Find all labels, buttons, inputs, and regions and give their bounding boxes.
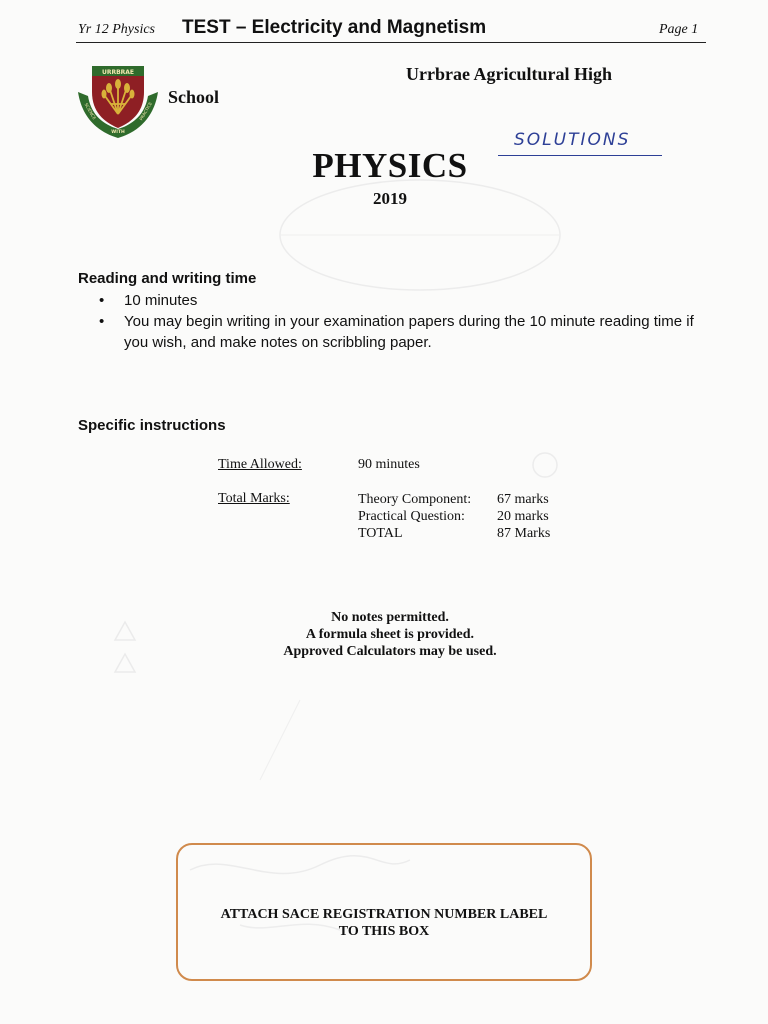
sace-label-instructions: [176, 906, 592, 940]
crest-text-right: PRACTICE: [138, 101, 153, 122]
list-item: [96, 290, 696, 311]
reading-time-list: [96, 290, 696, 353]
time-allowed-label: Time Allowed:: [218, 457, 302, 472]
school-name-line2: School: [168, 87, 220, 107]
crest-text-left: SCIENCE: [83, 102, 98, 121]
mark-value: 20 marks: [497, 509, 549, 524]
table-row: [358, 491, 550, 508]
school-crest-icon: [76, 62, 160, 140]
bullet-icon: •: [99, 313, 105, 330]
header-page-number: Page 1: [659, 22, 699, 37]
handwritten-solutions-note: SOLUTIONS: [514, 130, 631, 150]
header-title: TEST – Electricity and Magnetism: [182, 17, 487, 38]
crest-text-top: URRBRAE: [101, 69, 135, 76]
table-row: [358, 508, 550, 525]
bullet-icon: •: [99, 292, 105, 309]
note-line: Approved Calculators may be used.: [283, 644, 497, 659]
list-item: [96, 311, 696, 353]
sace-line: TO THIS BOX: [338, 924, 430, 939]
reading-time-heading: Reading and writing time: [78, 270, 257, 287]
subject-title: PHYSICS: [312, 146, 468, 185]
time-allowed-value: 90 minutes: [358, 457, 420, 472]
note-line: A formula sheet is provided.: [305, 627, 475, 642]
header-course: Yr 12 Physics: [78, 22, 155, 37]
marks-breakdown-table: [358, 491, 550, 542]
table-row: [358, 525, 550, 542]
mark-value: 67 marks: [497, 492, 549, 507]
header-divider: [76, 42, 706, 43]
mark-component: Theory Component:: [358, 492, 472, 507]
reading-item-text: 10 minutes: [124, 292, 198, 309]
sace-line: ATTACH SACE REGISTRATION NUMBER LABEL: [220, 907, 548, 922]
mark-component: Practical Question:: [358, 509, 465, 524]
school-name-line1: Urrbrae Agricultural High: [406, 64, 612, 84]
total-marks-label: Total Marks:: [218, 491, 290, 506]
reading-item-text: You may begin writing in your examination papers during the 10 minute reading time if you wish, and make notes on scribbling paper.: [124, 313, 694, 351]
exam-year: 2019: [373, 189, 407, 208]
mark-value: 87 Marks: [497, 526, 551, 541]
note-line: No notes permitted.: [331, 610, 449, 625]
exam-notes: [0, 609, 768, 660]
crest-text-bottom: WITH: [111, 130, 125, 135]
specific-instructions-heading: Specific instructions: [78, 417, 226, 434]
mark-component: TOTAL: [358, 526, 403, 541]
